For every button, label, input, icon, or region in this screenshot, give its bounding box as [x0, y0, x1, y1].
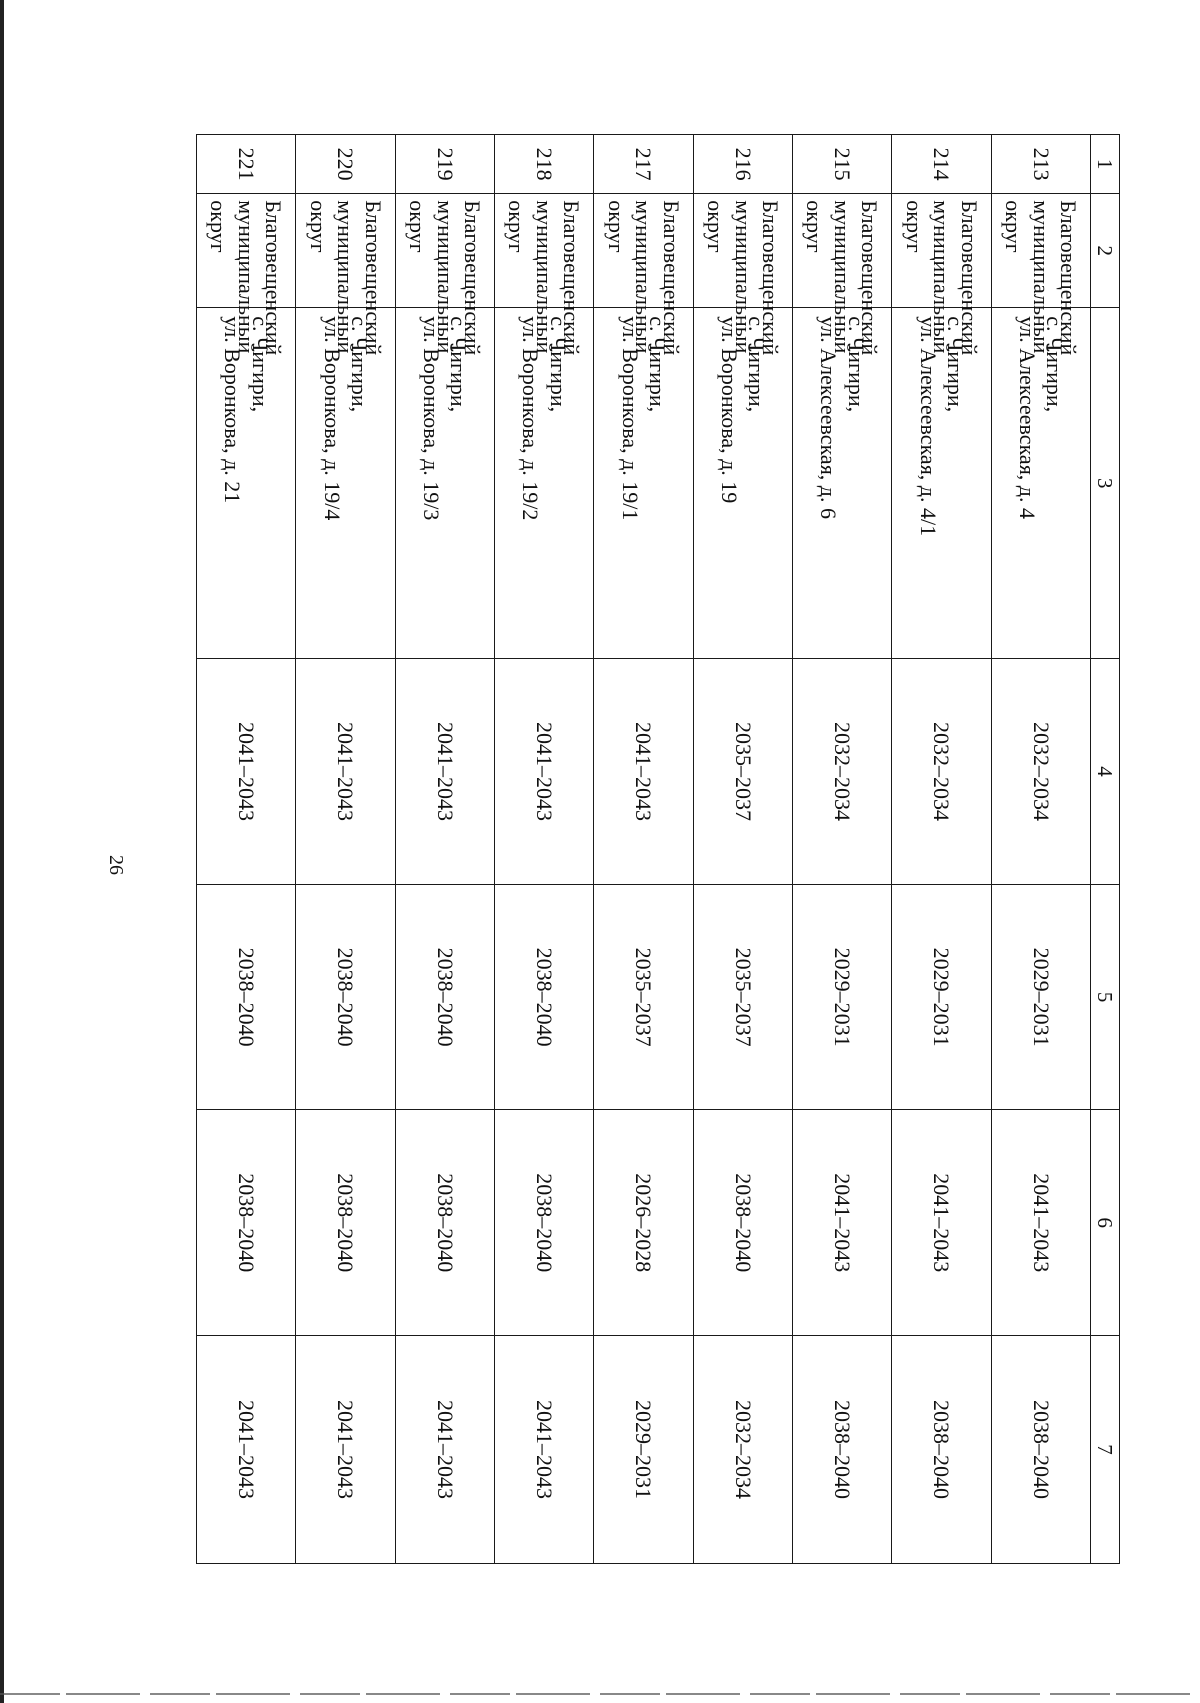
row-period-col4: 2041–2043	[395, 659, 494, 885]
table-row	[892, 135, 991, 1564]
address-street: ул. Воронкова, д. 19/1	[617, 316, 643, 521]
address-settlement: с. Чигири,	[744, 316, 770, 413]
header-col-1: 1	[1091, 135, 1120, 194]
header-col-3: 3	[1091, 308, 1120, 659]
header-col-5: 5	[1091, 884, 1120, 1110]
table-row	[395, 135, 494, 1564]
address-street: ул. Алексеевская, д. 6	[816, 316, 842, 520]
row-address	[296, 308, 395, 659]
row-district: Благовещенский муниципальный округ	[197, 194, 296, 308]
row-district: Благовещенский муниципальный округ	[395, 194, 494, 308]
row-address	[991, 308, 1090, 659]
row-period-col5: 2038–2040	[197, 884, 296, 1110]
table-row	[594, 135, 693, 1564]
row-period-col6: 2038–2040	[197, 1110, 296, 1336]
row-period-col6: 2041–2043	[892, 1110, 991, 1336]
header-col-2: 2	[1091, 194, 1120, 308]
row-period-col7: 2029–2031	[594, 1336, 693, 1564]
row-period-col4: 2035–2037	[693, 659, 792, 885]
row-number: 219	[395, 135, 494, 194]
row-period-col6: 2038–2040	[693, 1110, 792, 1336]
address-street: ул. Алексеевская, д. 4	[1014, 316, 1040, 520]
row-period-col4: 2032–2034	[991, 659, 1090, 885]
address-settlement: с. Чигири,	[645, 316, 671, 413]
address-street: ул. Воронкова, д. 19/3	[418, 316, 444, 521]
scan-left-edge	[0, 0, 4, 1703]
table-inner	[196, 134, 1120, 1564]
row-period-col6: 2026–2028	[594, 1110, 693, 1336]
row-period-col6: 2041–2043	[793, 1110, 892, 1336]
row-number: 221	[197, 135, 296, 194]
row-address	[793, 308, 892, 659]
row-period-col4: 2041–2043	[594, 659, 693, 885]
row-district: Благовещенский муниципальный округ	[495, 194, 594, 308]
page-number: 26	[105, 855, 128, 875]
row-address	[594, 308, 693, 659]
address-street: ул. Алексеевская, д. 4/1	[915, 316, 941, 537]
row-period-col7: 2041–2043	[395, 1336, 494, 1564]
row-period-col6: 2038–2040	[395, 1110, 494, 1336]
row-period-col5: 2029–2031	[991, 884, 1090, 1110]
row-period-col5: 2038–2040	[495, 884, 594, 1110]
row-period-col5: 2029–2031	[793, 884, 892, 1110]
row-period-col4: 2041–2043	[197, 659, 296, 885]
row-period-col5: 2035–2037	[693, 884, 792, 1110]
row-period-col7: 2038–2040	[991, 1336, 1090, 1564]
address-settlement: с. Чигири,	[843, 316, 869, 413]
row-district: Благовещенский муниципальный округ	[892, 194, 991, 308]
header-col-6: 6	[1091, 1110, 1120, 1336]
table-row	[296, 135, 395, 1564]
row-address	[197, 308, 296, 659]
row-period-col4: 2032–2034	[793, 659, 892, 885]
row-address	[892, 308, 991, 659]
schedule-table	[196, 134, 1120, 1564]
row-address	[495, 308, 594, 659]
row-district: Благовещенский муниципальный округ	[693, 194, 792, 308]
row-address	[693, 308, 792, 659]
row-number: 215	[793, 135, 892, 194]
rotated-table-container	[196, 134, 1120, 1564]
row-number: 220	[296, 135, 395, 194]
row-period-col5: 2038–2040	[395, 884, 494, 1110]
row-number: 218	[495, 135, 594, 194]
table-row	[197, 135, 296, 1564]
row-district: Благовещенский муниципальный округ	[594, 194, 693, 308]
row-number: 216	[693, 135, 792, 194]
row-period-col4: 2041–2043	[296, 659, 395, 885]
header-col-4: 4	[1091, 659, 1120, 885]
address-settlement: с. Чигири,	[347, 316, 373, 413]
row-period-col6: 2038–2040	[296, 1110, 395, 1336]
row-period-col6: 2041–2043	[991, 1110, 1090, 1336]
row-period-col6: 2038–2040	[495, 1110, 594, 1336]
address-street: ул. Воронкова, д. 21	[220, 316, 246, 504]
header-col-7: 7	[1091, 1336, 1120, 1564]
row-number: 213	[991, 135, 1090, 194]
row-district: Благовещенский муниципальный округ	[296, 194, 395, 308]
row-period-col4: 2032–2034	[892, 659, 991, 885]
row-district: Благовещенский муниципальный округ	[793, 194, 892, 308]
header-row	[1091, 135, 1120, 1564]
address-settlement: с. Чигири,	[1042, 316, 1068, 413]
row-period-col7: 2041–2043	[197, 1336, 296, 1564]
row-address	[395, 308, 494, 659]
table-row	[495, 135, 594, 1564]
table-row	[793, 135, 892, 1564]
scan-bottom-edge	[0, 1693, 1200, 1695]
row-number: 217	[594, 135, 693, 194]
row-period-col7: 2041–2043	[296, 1336, 395, 1564]
address-settlement: с. Чигири,	[943, 316, 969, 413]
address-settlement: с. Чигири,	[446, 316, 472, 413]
row-number: 214	[892, 135, 991, 194]
row-period-col7: 2032–2034	[693, 1336, 792, 1564]
table-row	[991, 135, 1090, 1564]
row-period-col7: 2038–2040	[892, 1336, 991, 1564]
address-street: ул. Воронкова, д. 19	[716, 316, 742, 504]
row-period-col7: 2038–2040	[793, 1336, 892, 1564]
table-row	[693, 135, 792, 1564]
row-period-col5: 2035–2037	[594, 884, 693, 1110]
address-street: ул. Воронкова, д. 19/2	[518, 316, 544, 521]
address-street: ул. Воронкова, д. 19/4	[319, 316, 345, 521]
row-period-col5: 2029–2031	[892, 884, 991, 1110]
row-period-col5: 2038–2040	[296, 884, 395, 1110]
address-settlement: с. Чигири,	[545, 316, 571, 413]
address-settlement: с. Чигири,	[247, 316, 273, 413]
row-period-col7: 2041–2043	[495, 1336, 594, 1564]
row-period-col4: 2041–2043	[495, 659, 594, 885]
row-district: Благовещенский муниципальный округ	[991, 194, 1090, 308]
